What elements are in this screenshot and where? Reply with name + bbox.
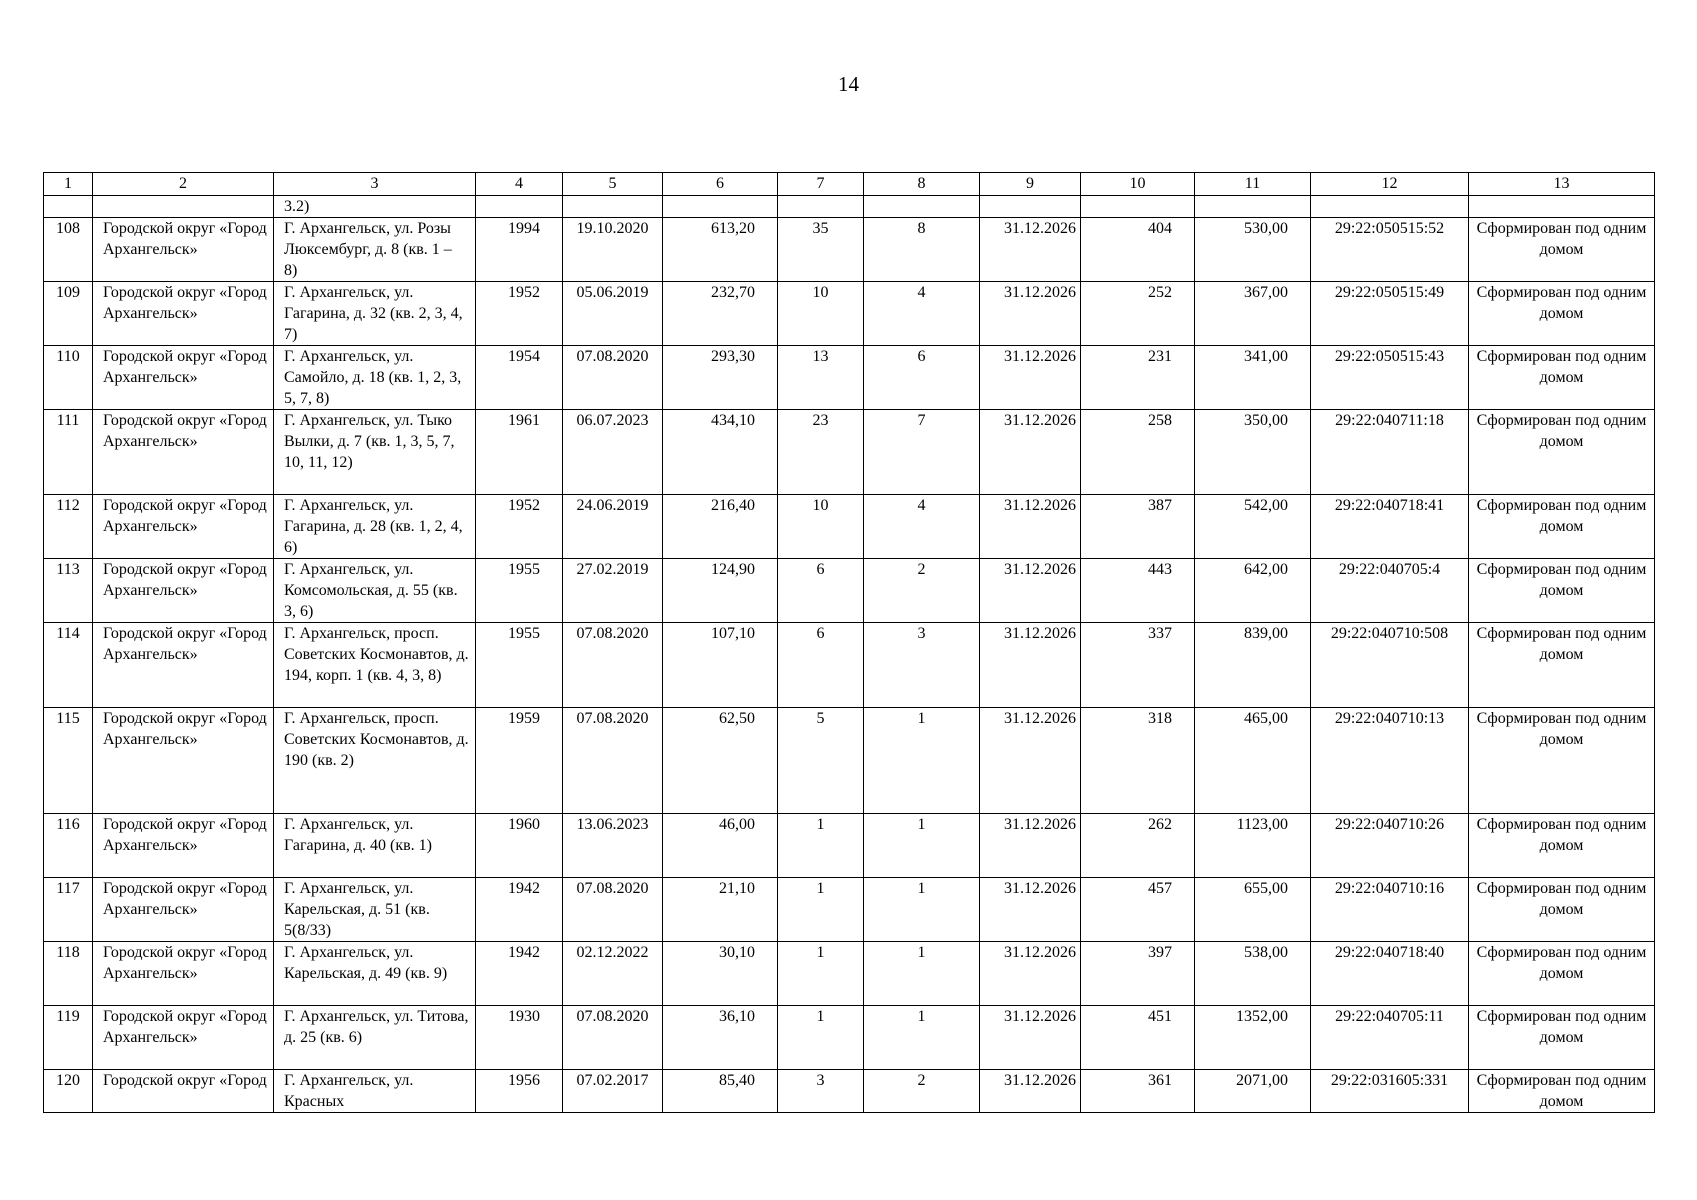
count-cell: 1 [864,942,980,1006]
area-cell: 36,10 [663,1006,778,1070]
municipality-cell: Городской округ «Город Архангельск» [93,495,274,559]
table-row [44,495,1655,559]
area-cell: 62,50 [663,708,778,814]
cadastral-number-cell: 29:22:040718:41 [1311,495,1469,559]
address-cell: Г. Архангельск, ул. Красных [274,1070,476,1113]
area-cell: 46,00 [663,814,778,878]
date-cell: 07.08.2020 [563,1006,663,1070]
date-cell: 06.07.2023 [563,410,663,495]
date-cell: 05.06.2019 [563,282,663,346]
value-cell: 337 [1081,623,1195,708]
column-header: 7 [778,173,864,196]
status-cell: Сформирован под одним домом [1469,708,1655,814]
cadastral-number-cell: 29:22:040718:40 [1311,942,1469,1006]
price-cell: 367,00 [1195,282,1311,346]
year-cell: 1930 [476,1006,563,1070]
municipality-cell: Городской округ «Город Архангельск» [93,942,274,1006]
deadline-cell: 31.12.2026 [980,623,1081,708]
column-header: 11 [1195,173,1311,196]
area-cell: 232,70 [663,282,778,346]
table-row [44,559,1655,623]
area-cell: 85,40 [663,1070,778,1113]
year-cell: 1952 [476,282,563,346]
row-number-cell: 109 [44,282,93,346]
area-cell: 107,10 [663,623,778,708]
status-cell: Сформирован под одним домом [1469,1006,1655,1070]
column-header: 6 [663,173,778,196]
deadline-cell: 31.12.2026 [980,708,1081,814]
municipality-cell: Городской округ «Город Архангельск» [93,708,274,814]
cadastral-number-cell: 29:22:050515:43 [1311,346,1469,410]
row-number-cell: 115 [44,708,93,814]
value-cell: 252 [1081,282,1195,346]
count-cell: 1 [864,814,980,878]
status-cell: Сформирован под одним домом [1469,218,1655,282]
date-cell: 07.08.2020 [563,623,663,708]
address-cell: Г. Архангельск, просп. Советских Космонавтов, д. 194, корп. 1 (кв. 4, 3, 8) [274,623,476,708]
status-cell: Сформирован под одним домом [1469,1070,1655,1113]
value-cell: 387 [1081,495,1195,559]
price-cell: 1352,00 [1195,1006,1311,1070]
table-row [44,346,1655,410]
year-cell: 1959 [476,708,563,814]
column-header: 2 [93,173,274,196]
municipality-cell: Городской округ «Город Архангельск» [93,1006,274,1070]
status-cell: Сформирован под одним домом [1469,942,1655,1006]
cadastral-number-cell: 29:22:040710:16 [1311,878,1469,942]
area-cell: 21,10 [663,878,778,942]
value-cell: 404 [1081,218,1195,282]
row-number-cell: 111 [44,410,93,495]
price-cell: 1123,00 [1195,814,1311,878]
value-cell: 397 [1081,942,1195,1006]
count-cell: 6 [778,559,864,623]
price-cell: 465,00 [1195,708,1311,814]
status-cell: Сформирован под одним домом [1469,559,1655,623]
municipality-cell: Городской округ «Город [93,1070,274,1113]
cadastral-number-cell: 29:22:040710:26 [1311,814,1469,878]
value-cell: 262 [1081,814,1195,878]
deadline-cell: 31.12.2026 [980,495,1081,559]
count-cell: 1 [778,942,864,1006]
count-cell: 6 [778,623,864,708]
table-row [44,708,1655,814]
table-row [44,282,1655,346]
value-cell: 443 [1081,559,1195,623]
date-cell: 27.02.2019 [563,559,663,623]
cadastral-number-cell: 29:22:040705:4 [1311,559,1469,623]
deadline-cell: 31.12.2026 [980,1006,1081,1070]
count-cell: 1 [778,1006,864,1070]
deadline-cell: 31.12.2026 [980,814,1081,878]
value-cell: 457 [1081,878,1195,942]
address-cell: Г. Архангельск, ул. Гагарина, д. 28 (кв. 1, 2, 4, 6) [274,495,476,559]
date-cell: 19.10.2020 [563,218,663,282]
count-cell: 7 [864,410,980,495]
year-cell: 1942 [476,878,563,942]
row-number-cell: 118 [44,942,93,1006]
year-cell: 1955 [476,623,563,708]
column-header: 5 [563,173,663,196]
date-cell: 13.06.2023 [563,814,663,878]
address-cell: Г. Архангельск, просп. Советских Космонавтов, д. 190 (кв. 2) [274,708,476,814]
date-cell: 24.06.2019 [563,495,663,559]
count-cell: 13 [778,346,864,410]
table-row [44,942,1655,1006]
count-cell: 10 [778,282,864,346]
deadline-cell: 31.12.2026 [980,942,1081,1006]
row-number-cell: 113 [44,559,93,623]
row-number-cell: 108 [44,218,93,282]
status-cell: Сформирован под одним домом [1469,282,1655,346]
deadline-cell: 31.12.2026 [980,878,1081,942]
year-cell: 1955 [476,559,563,623]
address-cell: Г. Архангельск, ул. Титова, д. 25 (кв. 6) [274,1006,476,1070]
municipality-cell: Городской округ «Город Архангельск» [93,218,274,282]
table-row [44,1070,1655,1113]
status-cell: Сформирован под одним домом [1469,814,1655,878]
address-cell: Г. Архангельск, ул. Гагарина, д. 32 (кв. 2, 3, 4, 7) [274,282,476,346]
value-cell: 318 [1081,708,1195,814]
status-cell: Сформирован под одним домом [1469,623,1655,708]
cadastral-number-cell: 29:22:040705:11 [1311,1006,1469,1070]
price-cell: 655,00 [1195,878,1311,942]
column-header: 10 [1081,173,1195,196]
year-cell: 1956 [476,1070,563,1113]
deadline-cell: 31.12.2026 [980,410,1081,495]
count-cell: 23 [778,410,864,495]
municipality-cell: Городской округ «Город Архангельск» [93,410,274,495]
deadline-cell: 31.12.2026 [980,559,1081,623]
area-cell: 613,20 [663,218,778,282]
price-cell: 341,00 [1195,346,1311,410]
value-cell: 451 [1081,1006,1195,1070]
deadline-cell: 31.12.2026 [980,218,1081,282]
area-cell: 216,40 [663,495,778,559]
area-cell: 293,30 [663,346,778,410]
status-cell: Сформирован под одним домом [1469,495,1655,559]
table-row [44,814,1655,878]
status-cell: Сформирован под одним домом [1469,346,1655,410]
year-cell: 1954 [476,346,563,410]
cadastral-number-cell: 29:22:040710:13 [1311,708,1469,814]
row-number-cell: 120 [44,1070,93,1113]
row-number-cell: 117 [44,878,93,942]
row-number-cell: 110 [44,346,93,410]
table-row [44,218,1655,282]
cadastral-number-cell: 29:22:040711:18 [1311,410,1469,495]
year-cell: 1960 [476,814,563,878]
deadline-cell: 31.12.2026 [980,282,1081,346]
date-cell: 07.08.2020 [563,346,663,410]
area-cell: 30,10 [663,942,778,1006]
year-cell: 1994 [476,218,563,282]
price-cell: 642,00 [1195,559,1311,623]
address-cell: Г. Архангельск, ул. Карельская, д. 49 (кв. 9) [274,942,476,1006]
address-cell: 3.2) [274,196,476,218]
row-number-cell: 114 [44,623,93,708]
address-cell: Г. Архангельск, ул. Самойло, д. 18 (кв. 1, 2, 3, 5, 7, 8) [274,346,476,410]
count-cell: 35 [778,218,864,282]
cadastral-number-cell: 29:22:050515:49 [1311,282,1469,346]
column-header: 3 [274,173,476,196]
price-cell: 350,00 [1195,410,1311,495]
count-cell: 4 [864,495,980,559]
column-header: 1 [44,173,93,196]
count-cell: 2 [864,559,980,623]
date-cell: 07.02.2017 [563,1070,663,1113]
cadastral-number-cell: 29:22:031605:331 [1311,1070,1469,1113]
count-cell: 3 [778,1070,864,1113]
count-cell: 8 [864,218,980,282]
area-cell: 434,10 [663,410,778,495]
municipality-cell: Городской округ «Город Архангельск» [93,623,274,708]
address-cell: Г. Архангельск, ул. Комсомольская, д. 55 (кв. 3, 6) [274,559,476,623]
address-cell: Г. Архангельск, ул. Карельская, д. 51 (кв. 5(8/33) [274,878,476,942]
count-cell: 1 [778,814,864,878]
count-cell: 6 [864,346,980,410]
column-number-row [44,173,1655,196]
value-cell: 231 [1081,346,1195,410]
continuation-row [44,196,1655,218]
municipality-cell: Городской округ «Город Архангельск» [93,559,274,623]
address-cell: Г. Архангельск, ул. Тыко Вылки, д. 7 (кв. 1, 3, 5, 7, 10, 11, 12) [274,410,476,495]
count-cell: 5 [778,708,864,814]
table-row [44,1006,1655,1070]
municipality-cell: Городской округ «Город Архангельск» [93,878,274,942]
date-cell: 02.12.2022 [563,942,663,1006]
deadline-cell: 31.12.2026 [980,346,1081,410]
cadastral-number-cell: 29:22:040710:508 [1311,623,1469,708]
count-cell: 1 [864,878,980,942]
address-cell: Г. Архангельск, ул. Гагарина, д. 40 (кв. 1) [274,814,476,878]
table-row [44,410,1655,495]
year-cell: 1961 [476,410,563,495]
address-cell: Г. Архангельск, ул. Розы Люксембург, д. 8 (кв. 1 – 8) [274,218,476,282]
count-cell: 1 [778,878,864,942]
price-cell: 542,00 [1195,495,1311,559]
price-cell: 530,00 [1195,218,1311,282]
row-number-cell: 116 [44,814,93,878]
column-header: 12 [1311,173,1469,196]
value-cell: 361 [1081,1070,1195,1113]
column-header: 9 [980,173,1081,196]
count-cell: 10 [778,495,864,559]
table-row [44,878,1655,942]
row-number-cell: 119 [44,1006,93,1070]
date-cell: 07.08.2020 [563,878,663,942]
price-cell: 538,00 [1195,942,1311,1006]
table-row [44,623,1655,708]
deadline-cell: 31.12.2026 [980,1070,1081,1113]
date-cell: 07.08.2020 [563,708,663,814]
cadastral-number-cell: 29:22:050515:52 [1311,218,1469,282]
count-cell: 4 [864,282,980,346]
column-header: 13 [1469,173,1655,196]
municipality-cell: Городской округ «Город Архангельск» [93,282,274,346]
page-number: 14 [838,72,859,96]
row-number-cell: 112 [44,495,93,559]
count-cell: 2 [864,1070,980,1113]
price-cell: 2071,00 [1195,1070,1311,1113]
value-cell: 258 [1081,410,1195,495]
housing-registry-table [43,172,1655,1113]
status-cell: Сформирован под одним домом [1469,878,1655,942]
column-header: 4 [476,173,563,196]
municipality-cell: Городской округ «Город Архангельск» [93,814,274,878]
municipality-cell: Городской округ «Город Архангельск» [93,346,274,410]
column-header: 8 [864,173,980,196]
year-cell: 1952 [476,495,563,559]
price-cell: 839,00 [1195,623,1311,708]
year-cell: 1942 [476,942,563,1006]
count-cell: 3 [864,623,980,708]
count-cell: 1 [864,1006,980,1070]
count-cell: 1 [864,708,980,814]
area-cell: 124,90 [663,559,778,623]
status-cell: Сформирован под одним домом [1469,410,1655,495]
